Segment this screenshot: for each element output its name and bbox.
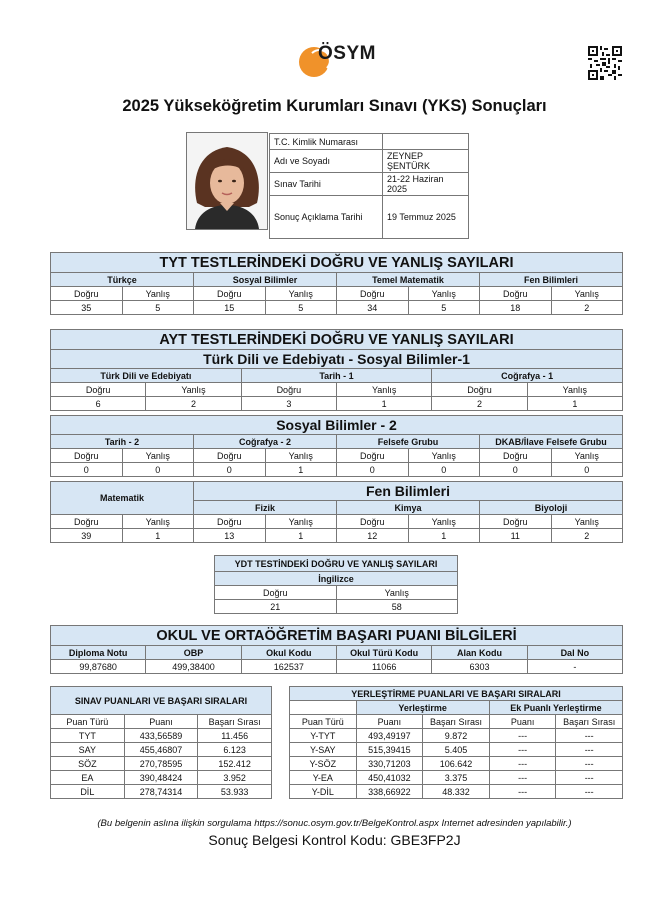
school-title: OKUL VE ORTAÖĞRETİM BAŞARI PUANI BİLGİLERİ [51, 626, 623, 646]
yanlis-label: Yanlış [122, 515, 194, 529]
count-cell: 1 [265, 463, 337, 477]
count-cell: 11 [480, 529, 552, 543]
count-cell: 12 [337, 529, 409, 543]
score-value: 270,78595 [124, 757, 198, 771]
score-type: SAY [51, 743, 125, 757]
score-value: 433,56589 [124, 729, 198, 743]
count-cell: 5 [408, 301, 480, 315]
ayt-subject: Fizik [194, 501, 337, 515]
yanlis-label: Yanlış [408, 515, 480, 529]
ayt-subject: Kimya [337, 501, 480, 515]
count-cell: 15 [194, 301, 266, 315]
school-header: Diploma Notu [51, 646, 146, 660]
count-cell: 2 [432, 397, 527, 411]
rank-value: 48.332 [423, 785, 490, 799]
ayt-subject: Biyoloji [480, 501, 623, 515]
rank-value: 53.933 [198, 785, 272, 799]
score-value: 493,49197 [356, 729, 423, 743]
score-type: Y-DİL [290, 785, 357, 799]
score-type: Y-SAY [290, 743, 357, 757]
rank-value: 6.123 [198, 743, 272, 757]
table-row [290, 785, 623, 799]
control-code: Sonuç Belgesi Kontrol Kodu: GBE3FP2J [208, 832, 461, 848]
column-header: Puanı [124, 715, 198, 729]
dogru-label: Doğru [432, 383, 527, 397]
dogru-label: Doğru [51, 287, 123, 301]
score-type: DİL [51, 785, 125, 799]
dy-header-row [51, 515, 623, 529]
column-header: Puanı [356, 715, 423, 729]
rank-value: 9.872 [423, 729, 490, 743]
school-header: OBP [146, 646, 241, 660]
placement-header-row [290, 715, 623, 729]
identity-row [270, 134, 469, 150]
yanlis-label: Yanlış [551, 287, 623, 301]
candidate-photo [186, 132, 268, 230]
ayt-subject: Tarih - 1 [241, 369, 432, 383]
yanlis-label: Yanlış [336, 383, 431, 397]
school-header-row [51, 646, 623, 660]
yanlis-label: Yanlış [408, 287, 480, 301]
yanlis-label: Yanlış [265, 515, 337, 529]
count-cell: 0 [480, 463, 552, 477]
extra-rank-value: --- [556, 771, 623, 785]
count-cell: 1 [527, 397, 622, 411]
rank-value: 3.375 [423, 771, 490, 785]
score-type: EA [51, 771, 125, 785]
ydt-table [214, 555, 458, 614]
school-header: Okul Kodu [241, 646, 336, 660]
yanlis-label: Yanlış [265, 287, 337, 301]
count-cell: 0 [551, 463, 623, 477]
count-cell: 18 [480, 301, 552, 315]
dy-header-row [51, 383, 623, 397]
count-cell: 1 [408, 529, 480, 543]
identity-value: 19 Temmuz 2025 [383, 196, 469, 239]
school-value: 99,87680 [51, 660, 146, 674]
logo-text: ÖSYM [318, 43, 376, 64]
extra-score-value: --- [489, 757, 556, 771]
qr-code [588, 46, 622, 80]
yanlis-label: Yanlış [408, 449, 480, 463]
extra-rank-value: --- [556, 785, 623, 799]
score-type: Y-SÖZ [290, 757, 357, 771]
count-cell: 1 [336, 397, 431, 411]
ayt-group1-title: Türk Dili ve Edebiyatı - Sosyal Bilimler-1 [51, 350, 623, 369]
identity-table [269, 133, 469, 239]
count-cell: 0 [122, 463, 194, 477]
identity-value: ZEYNEP ŞENTÜRK [383, 150, 469, 173]
tyt-subject: Sosyal Bilimler [194, 273, 337, 287]
ayt-group2-title: Sosyal Bilimler - 2 [51, 416, 623, 435]
verification-note: (Bu belgenin aslına ilişkin sorgulama https://sonuc.osym.gov.tr/BelgeKontrol.aspx Internet adresinden yapılabilir.) [97, 818, 572, 829]
count-cell: 34 [337, 301, 409, 315]
rank-value: 152.412 [198, 757, 272, 771]
school-value: 162537 [241, 660, 336, 674]
identity-row [270, 173, 469, 196]
dy-header-row [51, 287, 623, 301]
table-row [51, 757, 272, 771]
dy-header-row [51, 449, 623, 463]
score-type: TYT [51, 729, 125, 743]
rank-value: 5.405 [423, 743, 490, 757]
identity-label: T.C. Kimlik Numarası [270, 134, 383, 150]
school-values-row [51, 660, 623, 674]
portrait-image [187, 133, 267, 229]
ydt-subject: İngilizce [215, 572, 458, 586]
yanlis-label: Yanlış [265, 449, 337, 463]
yanlis-label: Yanlış [122, 449, 194, 463]
count-cell: 58 [336, 600, 458, 614]
dogru-label: Doğru [337, 515, 409, 529]
identity-value: 21-22 Haziran 2025 [383, 173, 469, 196]
tyt-title: TYT TESTLERİNDEKİ DOĞRU VE YANLIŞ SAYILARI [51, 253, 623, 273]
count-cell: 35 [51, 301, 123, 315]
ydt-values-row [215, 600, 458, 614]
column-header: Başarı Sırası [423, 715, 490, 729]
score-value: 450,41032 [356, 771, 423, 785]
count-cell: 2 [551, 301, 623, 315]
table-row [51, 771, 272, 785]
school-value: 11066 [336, 660, 431, 674]
dogru-label: Doğru [215, 586, 337, 600]
count-cell: 0 [337, 463, 409, 477]
extra-rank-value: --- [556, 757, 623, 771]
ayt-title: AYT TESTLERİNDEKİ DOĞRU VE YANLIŞ SAYILARI [51, 330, 623, 350]
tyt-subject: Temel Matematik [337, 273, 480, 287]
extra-score-value: --- [489, 785, 556, 799]
count-cell: 5 [265, 301, 337, 315]
school-value: - [527, 660, 622, 674]
school-table [50, 625, 623, 674]
ayt-group1-values-row [51, 397, 623, 411]
ayt-group1-table [50, 329, 623, 411]
ayt-subject: Felsefe Grubu [337, 435, 480, 449]
count-cell: 39 [51, 529, 123, 543]
table-row [290, 743, 623, 757]
placement-scores-table [289, 686, 623, 799]
osym-logo [299, 41, 376, 77]
column-header: Puan Türü [51, 715, 125, 729]
score-value: 455,46807 [124, 743, 198, 757]
table-row [51, 729, 272, 743]
count-cell: 0 [51, 463, 123, 477]
count-cell: 2 [551, 529, 623, 543]
identity-label: Adı ve Soyadı [270, 150, 383, 173]
school-header: Dal No [527, 646, 622, 660]
count-cell: 1 [265, 529, 337, 543]
dogru-label: Doğru [241, 383, 336, 397]
ayt-subject: Türk Dili ve Edebiyatı [51, 369, 242, 383]
dogru-label: Doğru [194, 515, 266, 529]
count-cell: 0 [408, 463, 480, 477]
placement-scores-title: YERLEŞTİRME PUANLARI VE BAŞARI SIRALARI [290, 687, 623, 701]
dogru-label: Doğru [337, 287, 409, 301]
placement-sub-header: Yerleştirme [356, 701, 489, 715]
rank-value: 3.952 [198, 771, 272, 785]
dy-header-row [215, 586, 458, 600]
yanlis-label: Yanlış [146, 383, 241, 397]
count-cell: 21 [215, 600, 337, 614]
extra-rank-value: --- [556, 729, 623, 743]
score-value: 278,74314 [124, 785, 198, 799]
ayt-group2-values-row [51, 463, 623, 477]
yanlis-label: Yanlış [527, 383, 622, 397]
dogru-label: Doğru [194, 449, 266, 463]
table-row [290, 729, 623, 743]
rank-value: 11.456 [198, 729, 272, 743]
placement-sub-header: Ek Puanlı Yerleştirme [489, 701, 622, 715]
count-cell: 3 [241, 397, 336, 411]
score-type: Y-TYT [290, 729, 357, 743]
exam-scores-table [50, 686, 272, 799]
count-cell: 1 [122, 529, 194, 543]
ayt-math-label: Matematik [51, 482, 194, 515]
yanlis-label: Yanlış [122, 287, 194, 301]
score-value: 390,48424 [124, 771, 198, 785]
yanlis-label: Yanlış [551, 515, 623, 529]
school-header: Alan Kodu [432, 646, 527, 660]
ayt-subject: Coğrafya - 1 [432, 369, 623, 383]
count-cell: 2 [146, 397, 241, 411]
yanlis-label: Yanlış [336, 586, 458, 600]
column-header: Başarı Sırası [198, 715, 272, 729]
table-row [290, 771, 623, 785]
extra-score-value: --- [489, 729, 556, 743]
tyt-subject: Türkçe [51, 273, 194, 287]
identity-row [270, 150, 469, 173]
rank-value: 106.642 [423, 757, 490, 771]
score-type: Y-EA [290, 771, 357, 785]
ayt-math-science-values-row [51, 529, 623, 543]
extra-rank-value: --- [556, 743, 623, 757]
count-cell: 6 [51, 397, 146, 411]
table-row [51, 785, 272, 799]
dogru-label: Doğru [480, 449, 552, 463]
extra-score-value: --- [489, 771, 556, 785]
identity-row [270, 196, 469, 239]
score-value: 338,66922 [356, 785, 423, 799]
ayt-subject: DKAB/İlave Felsefe Grubu [480, 435, 623, 449]
column-header: Puan Türü [290, 715, 357, 729]
dogru-label: Doğru [51, 515, 123, 529]
score-value: 330,71203 [356, 757, 423, 771]
yanlis-label: Yanlış [551, 449, 623, 463]
ydt-title: YDT TESTİNDEKİ DOĞRU VE YANLIŞ SAYILARI [215, 556, 458, 572]
extra-score-value: --- [489, 743, 556, 757]
dogru-label: Doğru [480, 287, 552, 301]
dogru-label: Doğru [337, 449, 409, 463]
count-cell: 0 [194, 463, 266, 477]
dogru-label: Doğru [51, 383, 146, 397]
exam-scores-header-row [51, 715, 272, 729]
ayt-group2-table [50, 415, 623, 477]
identity-label: Sonuç Açıklama Tarihi [270, 196, 383, 239]
column-header: Başarı Sırası [556, 715, 623, 729]
tyt-table [50, 252, 623, 315]
tyt-subject: Fen Bilimleri [480, 273, 623, 287]
table-row [290, 757, 623, 771]
tyt-values-row [51, 301, 623, 315]
ayt-science-title: Fen Bilimleri [194, 482, 623, 501]
count-cell: 5 [122, 301, 194, 315]
table-row [51, 743, 272, 757]
ayt-subject: Coğrafya - 2 [194, 435, 337, 449]
score-type: SÖZ [51, 757, 125, 771]
column-header: Puanı [489, 715, 556, 729]
dogru-label: Doğru [480, 515, 552, 529]
school-header: Okul Türü Kodu [336, 646, 431, 660]
school-value: 499,38400 [146, 660, 241, 674]
identity-label: Sınav Tarihi [270, 173, 383, 196]
dogru-label: Doğru [51, 449, 123, 463]
score-value: 515,39415 [356, 743, 423, 757]
count-cell: 13 [194, 529, 266, 543]
ayt-subject: Tarih - 2 [51, 435, 194, 449]
page-title: 2025 Yükseköğretim Kurumları Sınavı (YKS) Sonuçları [122, 97, 547, 115]
dogru-label: Doğru [194, 287, 266, 301]
identity-value [383, 134, 469, 150]
exam-scores-title: SINAV PUANLARI VE BAŞARI SIRALARI [51, 687, 272, 715]
ayt-math-science-table [50, 481, 623, 543]
school-value: 6303 [432, 660, 527, 674]
